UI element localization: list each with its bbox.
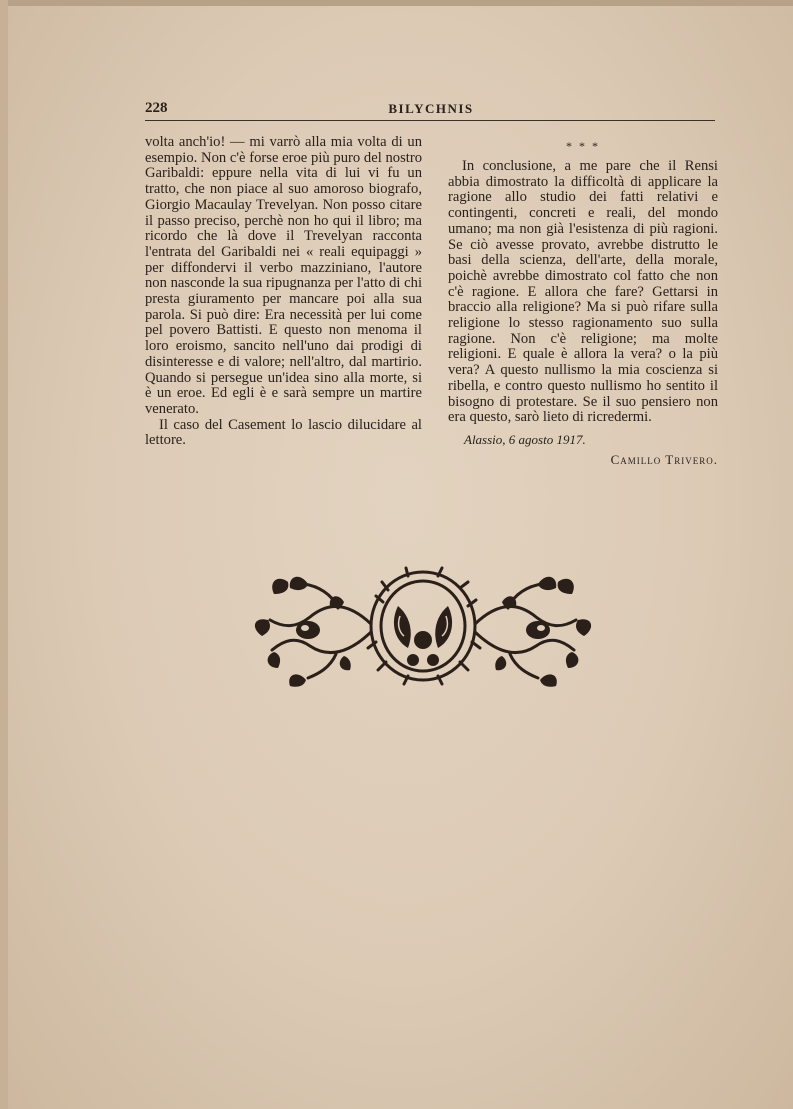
page-number: 228 [145, 100, 168, 116]
right-paragraph: In conclusione, a me pare che il Rensi abbia dimostrato la difficoltà di applicare la ragione allo studio dei fatti relativi e contingenti, concreti e reali, del mondo umano; ma non già l'esistenza di più ragioni. Se ciò avesse provato, avrebbe distrutto le basi della scienza, dell'arte, della morale, poichè avrebbe dimostrato col fatto che non c'è ragione. E allora che fare? Gettarsi in braccio alla religione? Ma si può rifare sulla religione lo stesso ragionamento suo sulla ragione. Non c'è religione; ma molte religioni. E quale è allora la vera? o la più vera? A questo nullismo la mia coscienza si ribella, e contro questo nullismo ho sentito il bisogno di protestare. Se il suo pensiero non era questo, sarò lieto di ricredermi. [448, 158, 718, 426]
floral-wreath-ornament-icon [248, 562, 598, 690]
place-date: Alassio, 6 agosto 1917. [464, 431, 586, 447]
left-paragraph-2: Il caso del Casement lo lascio dilucidare al lettore. [145, 416, 422, 449]
right-column [448, 135, 718, 467]
left-column [145, 135, 422, 449]
header-rule [145, 120, 715, 121]
page-header [145, 100, 717, 122]
author-signature: Camillo Trivero. [610, 451, 718, 467]
left-paragraph-1: volta anch'io! — mi varrò alla mia volta di un esempio. Non c'è forse eroe più puro del nostro Garibaldi: eppure nella vita di lui vi fu un tratto, che non piace al suo amoroso biografo, Giorgio Macaulay Trevelyan. Non posso citare il passo preciso, perchè non ho qui il libro; ma ricordo che là dove il Trevelyan racconta l'entrata del Garibaldi nei « reali equipaggi » per diffondervi il verbo mazziniano, l'autore non nasconde la sua ripugnanza per l'atto di chi presta giuramento per mancare poi alla sua parola. Si può dire: Era necessità per lui come pel povero Battisti. E questo non menoma il loro eroismo, sancito nell'uno dai prodigi di disinteresse e di valore; nell'altro, dal martirio. Quando si persegue un'idea sino alla morte, si è un eroe. Ed egli è e sarà sempre un martire venerato. [145, 134, 422, 417]
running-title: BILYCHNIS [388, 101, 474, 116]
section-separator: * * * [566, 139, 600, 153]
